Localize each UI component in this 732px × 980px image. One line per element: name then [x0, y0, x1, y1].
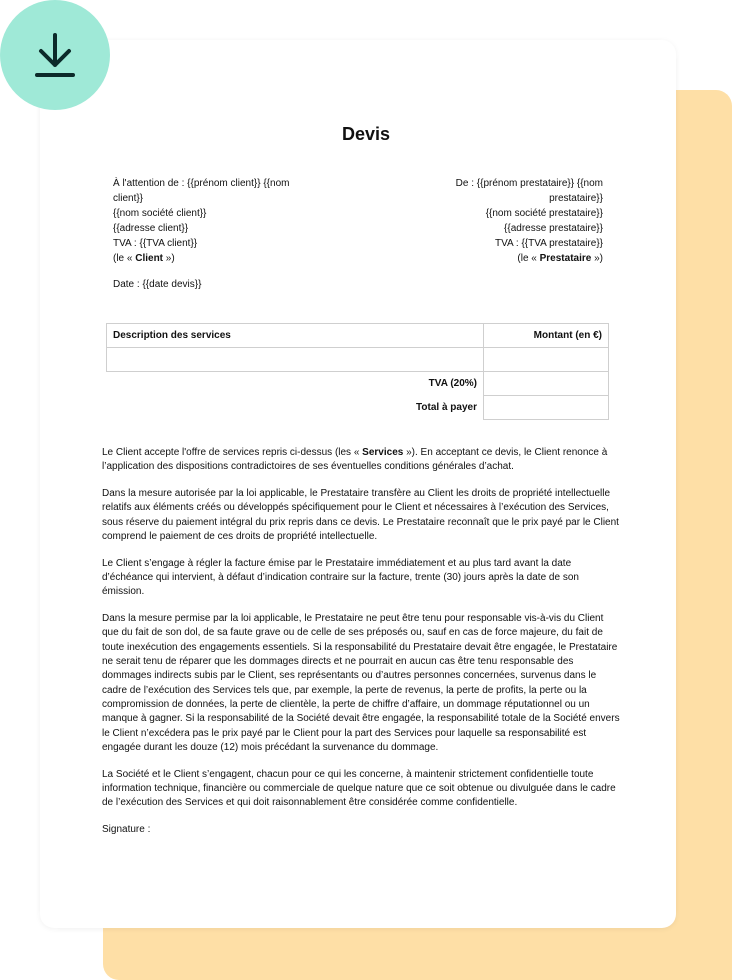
acceptance-paragraph: Le Client accepte l'offre de services repris ci-dessus (les « Services »). En acceptant ce devis, le Client renonce à l’application des dispositions contradictoires de ses éventuelles conditions générales d’achat.	[102, 447, 608, 473]
amount-cell	[484, 348, 609, 372]
provider-from-line1: De : {{prénom prestataire}} {{nom	[455, 178, 603, 189]
client-block	[113, 176, 328, 266]
client-attention-line2: client}}	[113, 193, 144, 204]
provider-block	[410, 176, 603, 266]
provider-from-line2: prestataire}}	[549, 193, 603, 204]
provider-address: {{adresse prestataire}}	[504, 223, 603, 234]
total-amount-cell	[484, 396, 609, 420]
terms-text	[102, 446, 622, 850]
services-table	[106, 323, 609, 420]
amount-header: Montant (en €)	[484, 324, 609, 348]
quote-date: Date : {{date devis}}	[113, 279, 202, 290]
vat-amount-cell	[484, 372, 609, 396]
client-vat: TVA : {{TVA client}}	[113, 238, 198, 249]
table-row	[107, 348, 609, 372]
description-header: Description des services	[107, 324, 484, 348]
signature-label: Signature :	[102, 824, 151, 836]
vat-row	[107, 372, 609, 396]
provider-role: (le « Prestataire »)	[517, 253, 603, 264]
description-cell	[107, 348, 484, 372]
client-address: {{adresse client}}	[113, 223, 189, 234]
payment-paragraph: Le Client s’engage à régler la facture émise par le Prestataire immédiatement et au plus tard avant la date d’échéance qui intervient, à défaut d’indication contraire sur la facture, trente (30) jours après la date de son émission.	[102, 557, 579, 598]
liability-paragraph: Dans la mesure permise par la loi applicable, le Prestataire ne peut être tenu pour responsable vis-à-vis du Client que du fait de son dol, de sa faute grave ou de celle de ses préposés ou, sauf en cas de force majeure, du fait de toute inexécution des engagements essentiels. Si la responsabilité du Prestataire devait être engagée, le Prestataire ne serait tenu de réparer que les dommages directs et ne pourrait en aucun cas être tenu responsable des dommages indirects subis par le Client, ses représentants ou d’autres personnes concernées, survenus dans le cadre de l’exécution des Services tels que, par exemple, la perte de revenus, la perte de profits, la perte ou la compromission de données, la perte de clientèle, la perte de chiffre d’affaire, un dommage réputationnel ou un manque à gagner. Si la responsabilité de la Société devait être engagée, la responsabilité totale de la Société envers le Client n’excédera pas le prix payé par le Client pour la part des Services pour laquelle sa responsabilité est engagée durant les douze (12) mois précédant la survenance du dommage.	[102, 613, 620, 753]
provider-vat: TVA : {{TVA prestataire}}	[494, 238, 603, 249]
client-role: (le « Client »)	[113, 253, 175, 264]
table-header-row	[107, 324, 609, 348]
document-title: Devis	[341, 124, 391, 144]
client-attention-line1: À l'attention de : {{prénom client}} {{nom	[113, 178, 290, 189]
ip-paragraph: Dans la mesure autorisée par la loi applicable, le Prestataire transfère au Client les droits de propriété intellectuelle relatifs aux éléments créés ou développés spécifiquement pour le Client et nécessaires à l’exécution des Services, sous réserve du paiement intégral du prix repris dans ce devis. Le Prestataire reconnaît que le prix payé par le Client comprend le paiement de ces droits de propriété intellectuelle.	[102, 488, 619, 542]
total-row	[107, 396, 609, 420]
client-company: {{nom société client}}	[113, 208, 207, 219]
vat-label: TVA (20%)	[428, 378, 477, 390]
confidentiality-paragraph: La Société et le Client s’engagent, chacun pour ce qui les concerne, à maintenir strictement confidentielle toute information technique, financière ou commerciale de quelque nature que ce soit obtenue ou divulguée dans le cadre de l’exécution des Services et qui doit raisonnablement être considérée comme confidentielle.	[102, 768, 616, 809]
total-label: Total à payer	[416, 402, 477, 413]
provider-company: {{nom société prestataire}}	[485, 208, 603, 219]
